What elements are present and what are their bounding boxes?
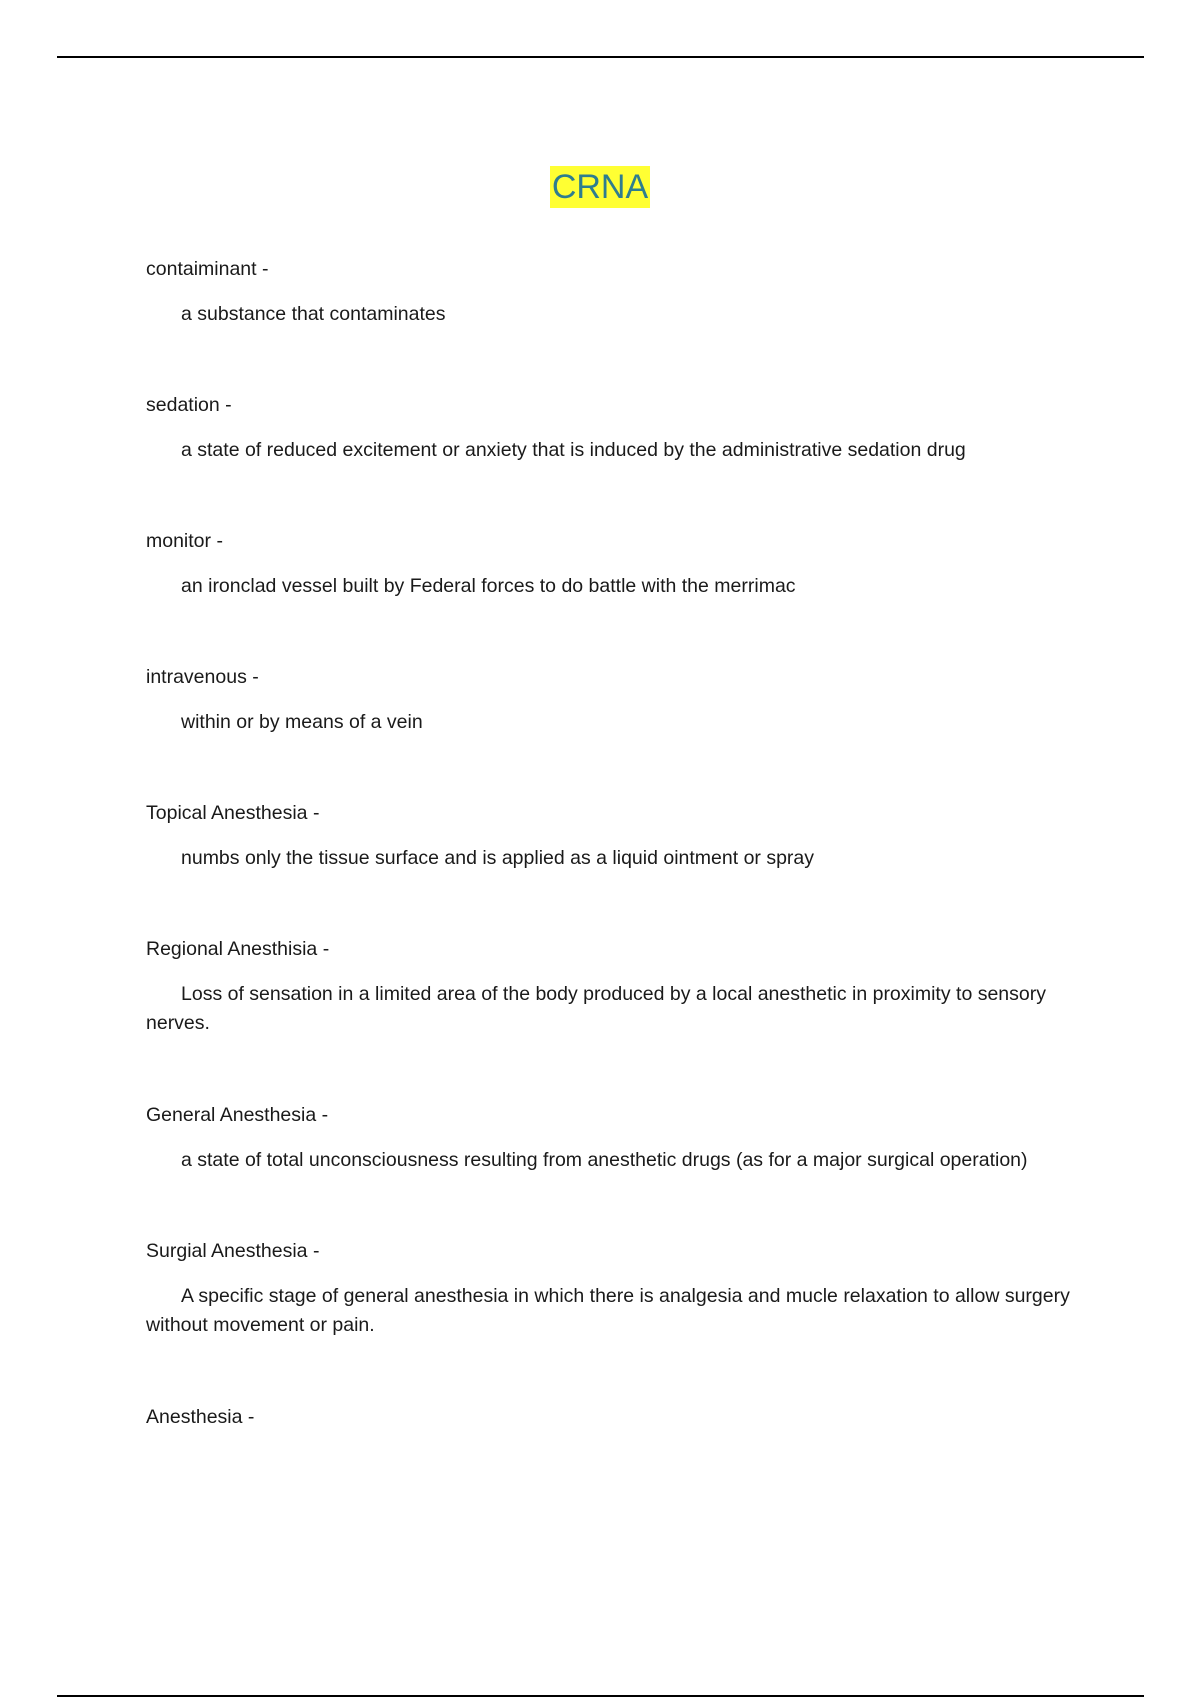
term: sedation - (146, 394, 232, 416)
term: intravenous - (146, 666, 259, 688)
term: contaiminant - (146, 258, 269, 280)
flashcard-entry (146, 1238, 1086, 1340)
term: Topical Anesthesia - (146, 802, 320, 824)
definition: numbs only the tissue surface and is applied as a liquid ointment or spray (181, 847, 815, 869)
definition: an ironclad vessel built by Federal forces to do battle with the merrimac (181, 575, 796, 597)
flashcard-entry (146, 256, 1086, 329)
flashcard-entry (146, 1404, 1086, 1430)
title-container (0, 166, 1200, 208)
flashcard-entry (146, 664, 1086, 737)
definition: within or by means of a vein (181, 711, 423, 733)
definition: A specific stage of general anesthesia in which there is analgesia and mucle relaxation to allow surgery without movement or pain. (146, 1285, 1070, 1336)
definition: a state of reduced excitement or anxiety that is induced by the administrative sedation drug (181, 439, 966, 461)
definition: Loss of sensation in a limited area of the body produced by a local anesthetic in proximity to sensory nerves. (146, 983, 1046, 1034)
term: monitor - (146, 530, 223, 552)
term: General Anesthesia - (146, 1104, 329, 1126)
flashcard-entry (146, 1102, 1086, 1175)
flashcard-entry (146, 800, 1086, 873)
term: Regional Anesthisia - (146, 938, 330, 960)
term: Anesthesia - (146, 1406, 255, 1428)
term: Surgial Anesthesia - (146, 1240, 320, 1262)
definition: a substance that contaminates (181, 303, 446, 325)
definition: a state of total unconsciousness resulting from anesthetic drugs (as for a major surgical operation) (181, 1149, 1028, 1171)
flashcard-entry (146, 392, 1086, 465)
bottom-rule (57, 1695, 1144, 1697)
flashcard-entry (146, 528, 1086, 601)
document-title: CRNA (551, 168, 649, 206)
flashcard-entry (146, 936, 1086, 1038)
top-rule (57, 56, 1144, 58)
